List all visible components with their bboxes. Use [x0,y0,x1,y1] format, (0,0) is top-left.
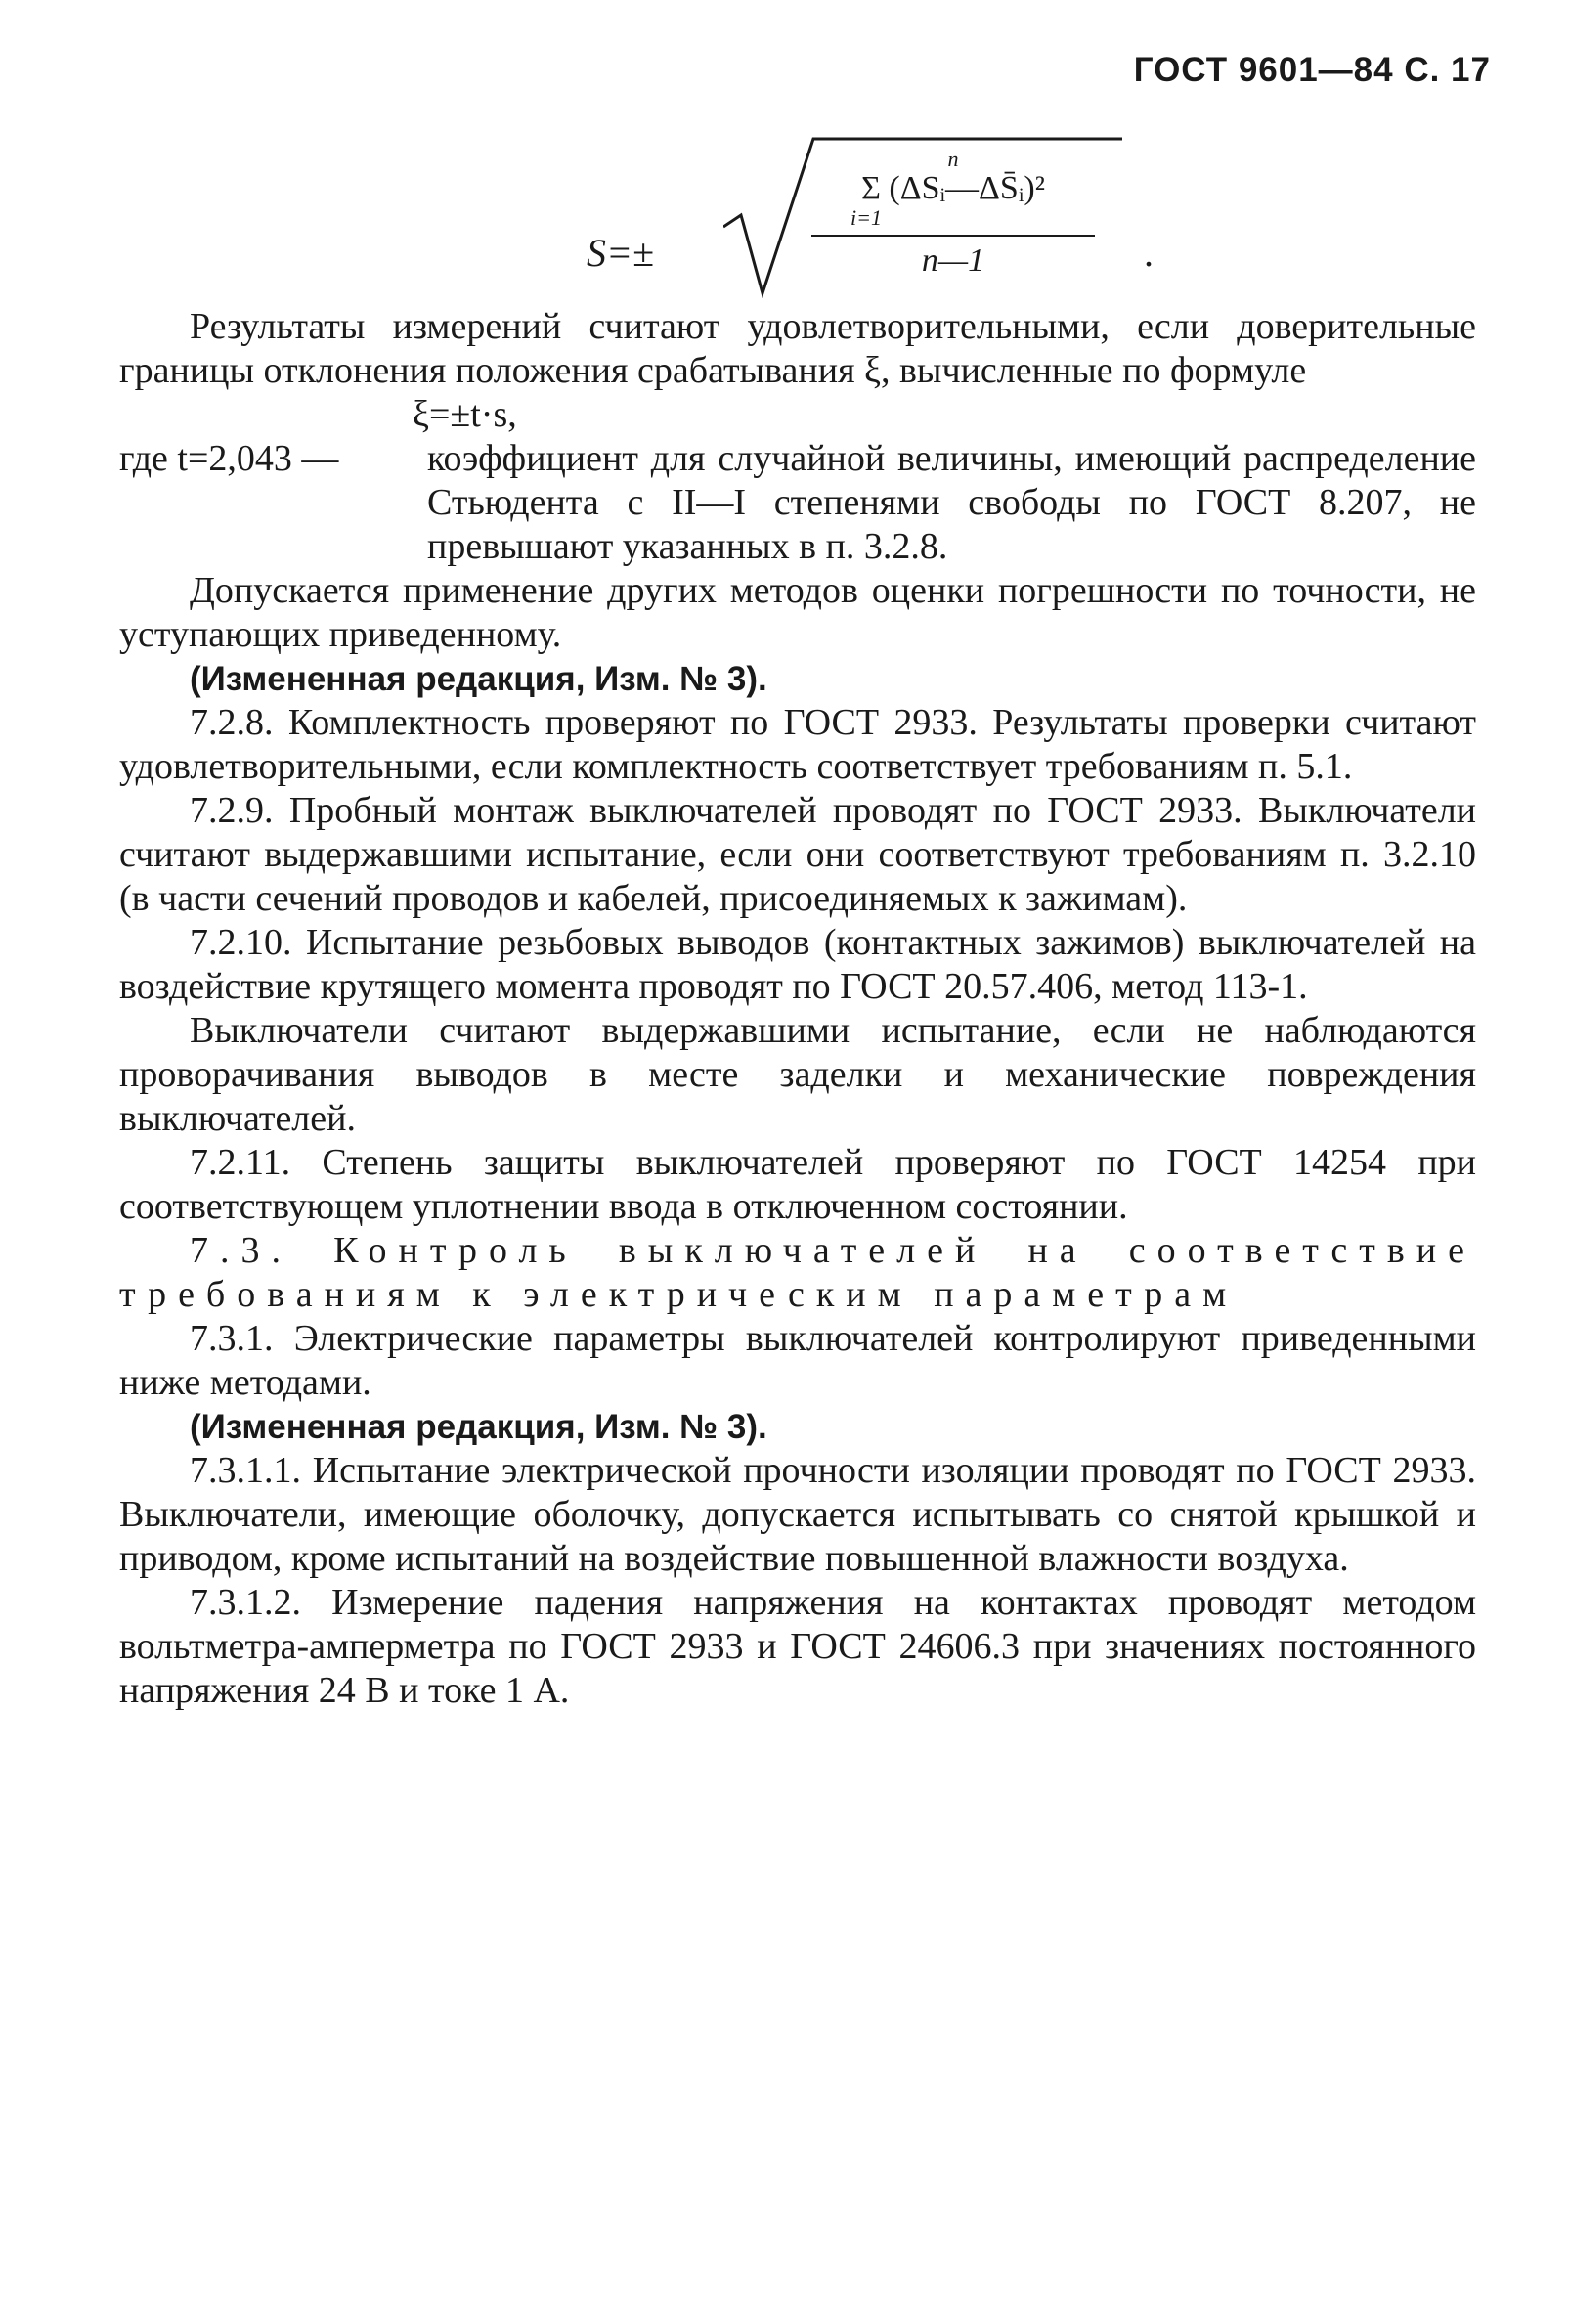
paragraph-7-3-1-1: 7.3.1.1. Испытание электрической прочности изоляции проводят по ГОСТ 2933. Выключатели, имеющие оболочку, допускается испытывать со снятой крышкой и приводом, кроме испытаний на воздействие повышенной влажности воздуха. [119,1450,1476,1579]
paragraph-7-2-11: 7.2.11. Степень защиты выключателей проверяют по ГОСТ 14254 при соответствующем уплотнении ввода в отключенном состоянии. [119,1142,1476,1227]
sum-symbol: Σ [861,170,881,206]
sum-index: i=1 [850,205,882,230]
amendment-note-1: (Измененная редакция, Изм. № 3). [190,660,767,698]
amendment-note-2: (Измененная редакция, Изм. № 3). [190,1408,767,1446]
where-block [119,437,1476,569]
std-deviation-formula [587,137,1154,303]
paragraph-7-2-10-result: Выключатели считают выдержавшими испытание, если не наблюдаются проворачивания выводов в месте заделки и механические повреждения выключателей. [119,1010,1476,1139]
formula-denominator: n—1 [921,242,985,279]
formula-fraction [811,149,1095,280]
formula-period: . [1144,231,1154,275]
paragraph-7-2-10: 7.2.10. Испытание резьбовых выводов (контактных зажимов) выключателей на воздействие крутящего момента проводят по ГОСТ 20.57.406, метод 113-1. [119,922,1476,1007]
body-text [119,305,1476,1713]
section-heading-7-3: 7.3. Контроль выключателей на соответствие требованиям к электрическим параметрам [119,1230,1476,1315]
page-header: ГОСТ 9601—84 С. 17 [1133,51,1491,89]
where-label: где t=2,043 — [119,438,339,479]
fraction-bar [811,235,1095,237]
paragraph-7-3-1: 7.3.1. Электрические параметры выключателей контролируют приведенными ниже методами. [119,1318,1476,1403]
numerator-expression: (ΔSᵢ—ΔS̄ᵢ)² [889,170,1045,206]
paragraph-7-3-1-2: 7.3.1.2. Измерение падения напряжения на контактах проводят методом вольтметра-амперметра по ГОСТ 2933 и ГОСТ 24606.3 при значениях постоянного напряжения 24 В и токе 1 А. [119,1582,1476,1711]
formula-xi: ξ=±t·s, [413,394,517,435]
formula-lhs: S=± [587,231,654,275]
formula-numerator [811,170,1095,207]
paragraph-other-methods: Допускается применение других методов оценки погрешности по точности, не уступающих приведенному. [119,570,1476,655]
sum-upper-limit: n [947,147,959,171]
paragraph-results: Результаты измерений считают удовлетворительными, если доверительные границы отклонения положения срабатывания ξ, вычисленные по формуле [119,306,1476,391]
paragraph-7-2-8: 7.2.8. Комплектность проверяют по ГОСТ 2933. Результаты проверки считают удовлетворительными, если комплектность соответствует требованиям п. 5.1. [119,702,1476,787]
where-definition: коэффициент для случайной величины, имеющий распределение Стьюдента с II—I степенями свободы по ГОСТ 8.207, не превышают указанных в п. 3.2.8. [427,438,1476,567]
paragraph-7-2-9: 7.2.9. Пробный монтаж выключателей проводят по ГОСТ 2933. Выключатели считают выдержавшими испытание, если они соответствуют требованиям п. 3.2.10 (в части сечений проводов и кабелей, присоединяемых к зажимам). [119,790,1476,919]
